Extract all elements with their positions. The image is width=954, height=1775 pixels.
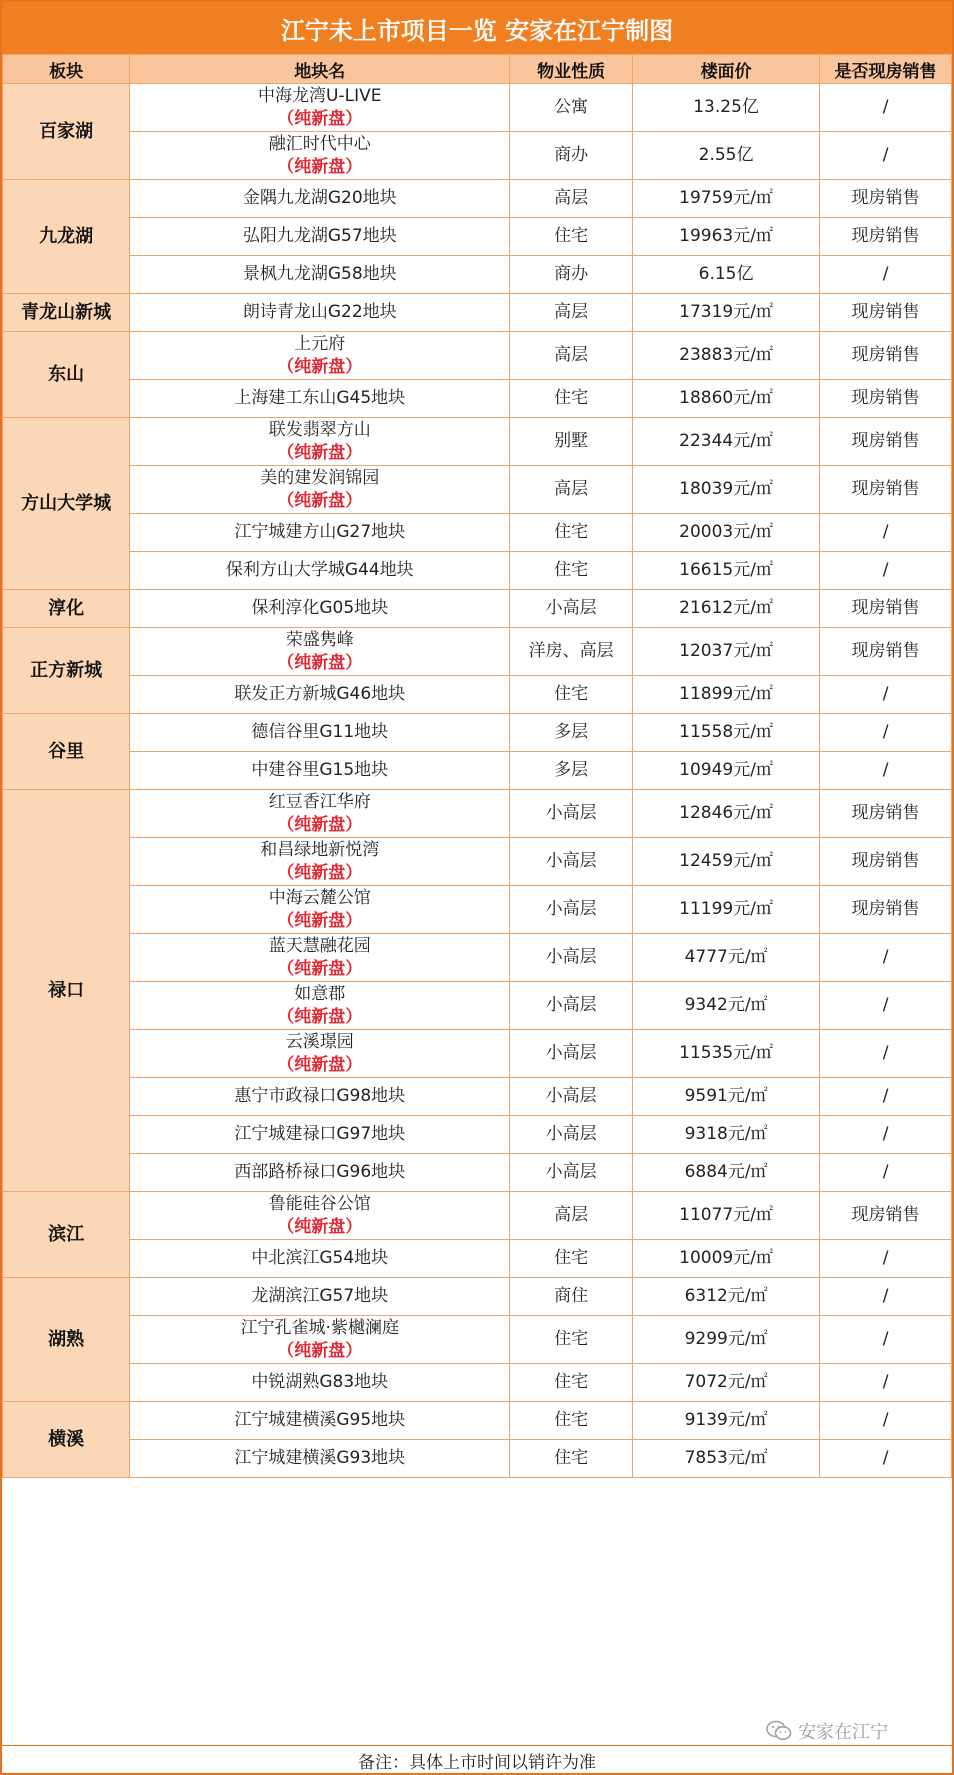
- property-type-cell: 小高层: [510, 590, 633, 628]
- ready-sale-cell: 现房销售: [820, 332, 952, 380]
- plot-name: 荣盛隽峰: [285, 630, 354, 651]
- ready-sale-cell: 现房销售: [820, 380, 952, 418]
- table-row: [3, 886, 952, 934]
- property-type-cell: 住宅: [510, 218, 633, 256]
- plot-name-cell: [130, 838, 510, 886]
- floor-price-cell: 4777元/㎡: [633, 934, 820, 982]
- ready-sale-cell: 现房销售: [820, 1192, 952, 1240]
- plot-name: 弘阳九龙湖G57地块: [242, 226, 397, 247]
- new-project-tag: （纯新盘）: [277, 958, 363, 979]
- ready-sale-cell: /: [820, 752, 952, 790]
- table-header-row: [3, 55, 952, 84]
- floor-price-cell: 12846元/㎡: [633, 790, 820, 838]
- ready-sale-cell: 现房销售: [820, 838, 952, 886]
- floor-price-cell: 17319元/㎡: [633, 294, 820, 332]
- plot-name: 联发翡翠方山: [268, 420, 371, 441]
- table-row: [3, 1078, 952, 1116]
- property-type-cell: 小高层: [510, 1154, 633, 1192]
- ready-sale-cell: 现房销售: [820, 886, 952, 934]
- plot-name: 中北滨江G54地块: [251, 1248, 389, 1269]
- property-type-cell: 高层: [510, 294, 633, 332]
- plot-name-cell: [130, 752, 510, 790]
- plot-name-cell: [130, 514, 510, 552]
- floor-price-cell: 11558元/㎡: [633, 714, 820, 752]
- ready-sale-cell: /: [820, 514, 952, 552]
- plot-name: 龙湖滨江G57地块: [251, 1286, 389, 1307]
- table-row: [3, 256, 952, 294]
- plot-name-cell: [130, 180, 510, 218]
- table-row: [3, 418, 952, 466]
- footer-note: 备注：具体上市时间以销许为准: [2, 1745, 952, 1774]
- plot-name: 保利方山大学城G44地块: [225, 560, 414, 581]
- property-type-cell: 小高层: [510, 1078, 633, 1116]
- col-header-property-type: 物业性质: [510, 55, 633, 84]
- new-project-tag: （纯新盘）: [277, 442, 363, 463]
- ready-sale-cell: 现房销售: [820, 466, 952, 514]
- new-project-tag: （纯新盘）: [277, 652, 363, 673]
- floor-price-cell: 7072元/㎡: [633, 1364, 820, 1402]
- new-project-tag: （纯新盘）: [277, 490, 363, 511]
- property-type-cell: 商住: [510, 1278, 633, 1316]
- table-row: [3, 676, 952, 714]
- ready-sale-cell: /: [820, 714, 952, 752]
- floor-price-cell: 11899元/㎡: [633, 676, 820, 714]
- plot-name-cell: [130, 294, 510, 332]
- new-project-tag: （纯新盘）: [277, 1054, 363, 1075]
- plot-name-cell: [130, 1078, 510, 1116]
- plot-name: 江宁城建横溪G93地块: [234, 1448, 406, 1469]
- ready-sale-cell: /: [820, 1030, 952, 1078]
- floor-price-cell: 11199元/㎡: [633, 886, 820, 934]
- property-type-cell: 洋房、高层: [510, 628, 633, 676]
- ready-sale-cell: 现房销售: [820, 180, 952, 218]
- plot-name: 上海建工东山G45地块: [234, 388, 406, 409]
- property-type-cell: 住宅: [510, 1240, 633, 1278]
- plot-name: 景枫九龙湖G58地块: [242, 264, 397, 285]
- plot-name: 保利淳化G05地块: [251, 598, 389, 619]
- ready-sale-cell: /: [820, 1316, 952, 1364]
- table-row: [3, 294, 952, 332]
- plot-name-cell: [130, 1316, 510, 1364]
- ready-sale-cell: /: [820, 1154, 952, 1192]
- wechat-icon: [766, 1720, 792, 1742]
- property-type-cell: 住宅: [510, 1402, 633, 1440]
- floor-price-cell: 9318元/㎡: [633, 1116, 820, 1154]
- sector-cell: 东山: [3, 332, 130, 418]
- sector-cell: 横溪: [3, 1402, 130, 1478]
- floor-price-cell: 22344元/㎡: [633, 418, 820, 466]
- col-header-floor-price: 楼面价: [633, 55, 820, 84]
- watermark-text: 安家在江宁: [798, 1722, 888, 1743]
- new-project-tag: （纯新盘）: [277, 1340, 363, 1361]
- property-type-cell: 商办: [510, 256, 633, 294]
- projects-table: [2, 54, 952, 1478]
- new-project-tag: （纯新盘）: [277, 910, 363, 931]
- floor-price-cell: 13.25亿: [633, 84, 820, 132]
- ready-sale-cell: /: [820, 132, 952, 180]
- property-type-cell: 小高层: [510, 790, 633, 838]
- property-type-cell: 商办: [510, 132, 633, 180]
- plot-name-cell: [130, 84, 510, 132]
- sector-cell: 滨江: [3, 1192, 130, 1278]
- floor-price-cell: 11535元/㎡: [633, 1030, 820, 1078]
- plot-name-cell: [130, 1278, 510, 1316]
- table-row: [3, 180, 952, 218]
- plot-name: 金隅九龙湖G20地块: [242, 188, 397, 209]
- property-type-cell: 高层: [510, 332, 633, 380]
- table-row: [3, 1154, 952, 1192]
- plot-name: 中锐湖熟G83地块: [251, 1372, 389, 1393]
- table-row: [3, 1316, 952, 1364]
- page-title: 江宁未上市项目一览 安家在江宁制图: [2, 2, 952, 54]
- col-header-ready-sale: 是否现房销售: [820, 55, 952, 84]
- plot-name-cell: [130, 552, 510, 590]
- plot-name-cell: [130, 886, 510, 934]
- floor-price-cell: 23883元/㎡: [633, 332, 820, 380]
- plot-name: 江宁城建方山G27地块: [234, 522, 406, 543]
- plot-name: 鲁能硅谷公馆: [268, 1194, 371, 1215]
- plot-name-cell: [130, 132, 510, 180]
- plot-name-cell: [130, 676, 510, 714]
- floor-price-cell: 7853元/㎡: [633, 1440, 820, 1478]
- sector-cell: 方山大学城: [3, 418, 130, 590]
- plot-name: 江宁城建禄口G97地块: [234, 1124, 406, 1145]
- plot-name: 融汇时代中心: [268, 134, 371, 155]
- plot-name-cell: [130, 466, 510, 514]
- table-row: [3, 838, 952, 886]
- plot-name: 蓝天慧融花园: [268, 936, 371, 957]
- property-type-cell: 住宅: [510, 1316, 633, 1364]
- plot-name-cell: [130, 714, 510, 752]
- table-row: [3, 84, 952, 132]
- ready-sale-cell: /: [820, 1078, 952, 1116]
- plot-name: 西部路桥禄口G96地块: [234, 1162, 406, 1183]
- plot-name-cell: [130, 1364, 510, 1402]
- table-row: [3, 628, 952, 676]
- floor-price-cell: 9342元/㎡: [633, 982, 820, 1030]
- property-type-cell: 住宅: [510, 380, 633, 418]
- floor-price-cell: 12037元/㎡: [633, 628, 820, 676]
- plot-name-cell: [130, 1240, 510, 1278]
- table-row: [3, 332, 952, 380]
- property-type-cell: 住宅: [510, 676, 633, 714]
- sector-cell: 正方新城: [3, 628, 130, 714]
- plot-name: 和昌绿地新悦湾: [260, 840, 380, 861]
- plot-name: 惠宁市政禄口G98地块: [234, 1086, 406, 1107]
- plot-name-cell: [130, 256, 510, 294]
- table-row: [3, 982, 952, 1030]
- plot-name-cell: [130, 418, 510, 466]
- plot-name: 江宁孔雀城·紫樾澜庭: [240, 1318, 399, 1339]
- sector-cell: 百家湖: [3, 84, 130, 180]
- table-row: [3, 466, 952, 514]
- floor-price-cell: 10949元/㎡: [633, 752, 820, 790]
- property-type-cell: 小高层: [510, 1030, 633, 1078]
- plot-name: 上元府: [294, 334, 346, 355]
- floor-price-cell: 12459元/㎡: [633, 838, 820, 886]
- floor-price-cell: 19963元/㎡: [633, 218, 820, 256]
- floor-price-cell: 9299元/㎡: [633, 1316, 820, 1364]
- property-type-cell: 公寓: [510, 84, 633, 132]
- col-header-sector: 板块: [3, 55, 130, 84]
- ready-sale-cell: /: [820, 1364, 952, 1402]
- new-project-tag: （纯新盘）: [277, 108, 363, 129]
- table-body: [3, 84, 952, 1478]
- table-row: [3, 934, 952, 982]
- ready-sale-cell: /: [820, 552, 952, 590]
- plot-name: 朗诗青龙山G22地块: [242, 302, 397, 323]
- plot-name-cell: [130, 790, 510, 838]
- ready-sale-cell: 现房销售: [820, 790, 952, 838]
- ready-sale-cell: /: [820, 676, 952, 714]
- plot-name-cell: [130, 982, 510, 1030]
- plot-name: 德信谷里G11地块: [251, 722, 389, 743]
- table-row: [3, 590, 952, 628]
- plot-name-cell: [130, 628, 510, 676]
- table-row: [3, 552, 952, 590]
- floor-price-cell: 6312元/㎡: [633, 1278, 820, 1316]
- floor-price-cell: 11077元/㎡: [633, 1192, 820, 1240]
- plot-name-cell: [130, 332, 510, 380]
- table-row: [3, 1440, 952, 1478]
- ready-sale-cell: 现房销售: [820, 418, 952, 466]
- floor-price-cell: 9591元/㎡: [633, 1078, 820, 1116]
- property-type-cell: 小高层: [510, 1116, 633, 1154]
- plot-name-cell: [130, 1440, 510, 1478]
- table-row: [3, 132, 952, 180]
- property-type-cell: 高层: [510, 180, 633, 218]
- ready-sale-cell: /: [820, 1116, 952, 1154]
- table-row: [3, 218, 952, 256]
- table-row: [3, 714, 952, 752]
- plot-name: 美的建发润锦园: [260, 468, 380, 489]
- floor-price-cell: 18860元/㎡: [633, 380, 820, 418]
- ready-sale-cell: /: [820, 934, 952, 982]
- floor-price-cell: 21612元/㎡: [633, 590, 820, 628]
- floor-price-cell: 2.55亿: [633, 132, 820, 180]
- plot-name: 中海云麓公馆: [268, 888, 371, 909]
- new-project-tag: （纯新盘）: [277, 156, 363, 177]
- plot-name: 中海龙湾U-LIVE: [258, 86, 382, 107]
- new-project-tag: （纯新盘）: [277, 1216, 363, 1237]
- table-row: [3, 790, 952, 838]
- table-row: [3, 380, 952, 418]
- floor-price-cell: 19759元/㎡: [633, 180, 820, 218]
- sector-cell: 湖熟: [3, 1278, 130, 1402]
- sector-cell: 谷里: [3, 714, 130, 790]
- plot-name-cell: [130, 934, 510, 982]
- property-type-cell: 小高层: [510, 934, 633, 982]
- floor-price-cell: 9139元/㎡: [633, 1402, 820, 1440]
- table-row: [3, 1116, 952, 1154]
- plot-name-cell: [130, 1030, 510, 1078]
- plot-name-cell: [130, 1402, 510, 1440]
- table-row: [3, 752, 952, 790]
- new-project-tag: （纯新盘）: [277, 862, 363, 883]
- property-type-cell: 别墅: [510, 418, 633, 466]
- ready-sale-cell: /: [820, 1278, 952, 1316]
- table-row: [3, 1364, 952, 1402]
- plot-name-cell: [130, 1154, 510, 1192]
- watermark: [766, 1718, 888, 1744]
- plot-name: 江宁城建横溪G95地块: [234, 1410, 406, 1431]
- plot-name-cell: [130, 590, 510, 628]
- plot-name: 如意郡: [294, 984, 346, 1005]
- ready-sale-cell: /: [820, 1240, 952, 1278]
- ready-sale-cell: 现房销售: [820, 218, 952, 256]
- sector-cell: 青龙山新城: [3, 294, 130, 332]
- property-type-cell: 住宅: [510, 1364, 633, 1402]
- sector-cell: 淳化: [3, 590, 130, 628]
- new-project-tag: （纯新盘）: [277, 1006, 363, 1027]
- plot-name-cell: [130, 218, 510, 256]
- plot-name: 联发正方新城G46地块: [234, 684, 406, 705]
- sector-cell: 禄口: [3, 790, 130, 1192]
- ready-sale-cell: 现房销售: [820, 628, 952, 676]
- plot-name-cell: [130, 1192, 510, 1240]
- floor-price-cell: 10009元/㎡: [633, 1240, 820, 1278]
- property-type-cell: 住宅: [510, 552, 633, 590]
- property-type-cell: 高层: [510, 466, 633, 514]
- property-type-cell: 多层: [510, 752, 633, 790]
- table-row: [3, 1030, 952, 1078]
- property-type-cell: 住宅: [510, 1440, 633, 1478]
- ready-sale-cell: /: [820, 256, 952, 294]
- ready-sale-cell: /: [820, 1402, 952, 1440]
- floor-price-cell: 20003元/㎡: [633, 514, 820, 552]
- new-project-tag: （纯新盘）: [277, 814, 363, 835]
- ready-sale-cell: /: [820, 84, 952, 132]
- table-row: [3, 1240, 952, 1278]
- sector-cell: 九龙湖: [3, 180, 130, 294]
- table-row: [3, 1192, 952, 1240]
- floor-price-cell: 18039元/㎡: [633, 466, 820, 514]
- plot-name: 红豆香江华府: [268, 792, 371, 813]
- property-type-cell: 高层: [510, 1192, 633, 1240]
- floor-price-cell: 6884元/㎡: [633, 1154, 820, 1192]
- floor-price-cell: 16615元/㎡: [633, 552, 820, 590]
- table-row: [3, 1402, 952, 1440]
- floor-price-cell: 6.15亿: [633, 256, 820, 294]
- ready-sale-cell: 现房销售: [820, 294, 952, 332]
- property-type-cell: 小高层: [510, 886, 633, 934]
- ready-sale-cell: /: [820, 1440, 952, 1478]
- plot-name: 云溪璟园: [285, 1032, 354, 1053]
- property-type-cell: 小高层: [510, 982, 633, 1030]
- table-row: [3, 1278, 952, 1316]
- ready-sale-cell: /: [820, 982, 952, 1030]
- plot-name-cell: [130, 380, 510, 418]
- table-row: [3, 514, 952, 552]
- property-type-cell: 多层: [510, 714, 633, 752]
- ready-sale-cell: 现房销售: [820, 590, 952, 628]
- col-header-plot-name: 地块名: [130, 55, 510, 84]
- new-project-tag: （纯新盘）: [277, 356, 363, 377]
- property-type-cell: 小高层: [510, 838, 633, 886]
- property-type-cell: 住宅: [510, 514, 633, 552]
- plot-name: 中建谷里G15地块: [251, 760, 389, 781]
- plot-name-cell: [130, 1116, 510, 1154]
